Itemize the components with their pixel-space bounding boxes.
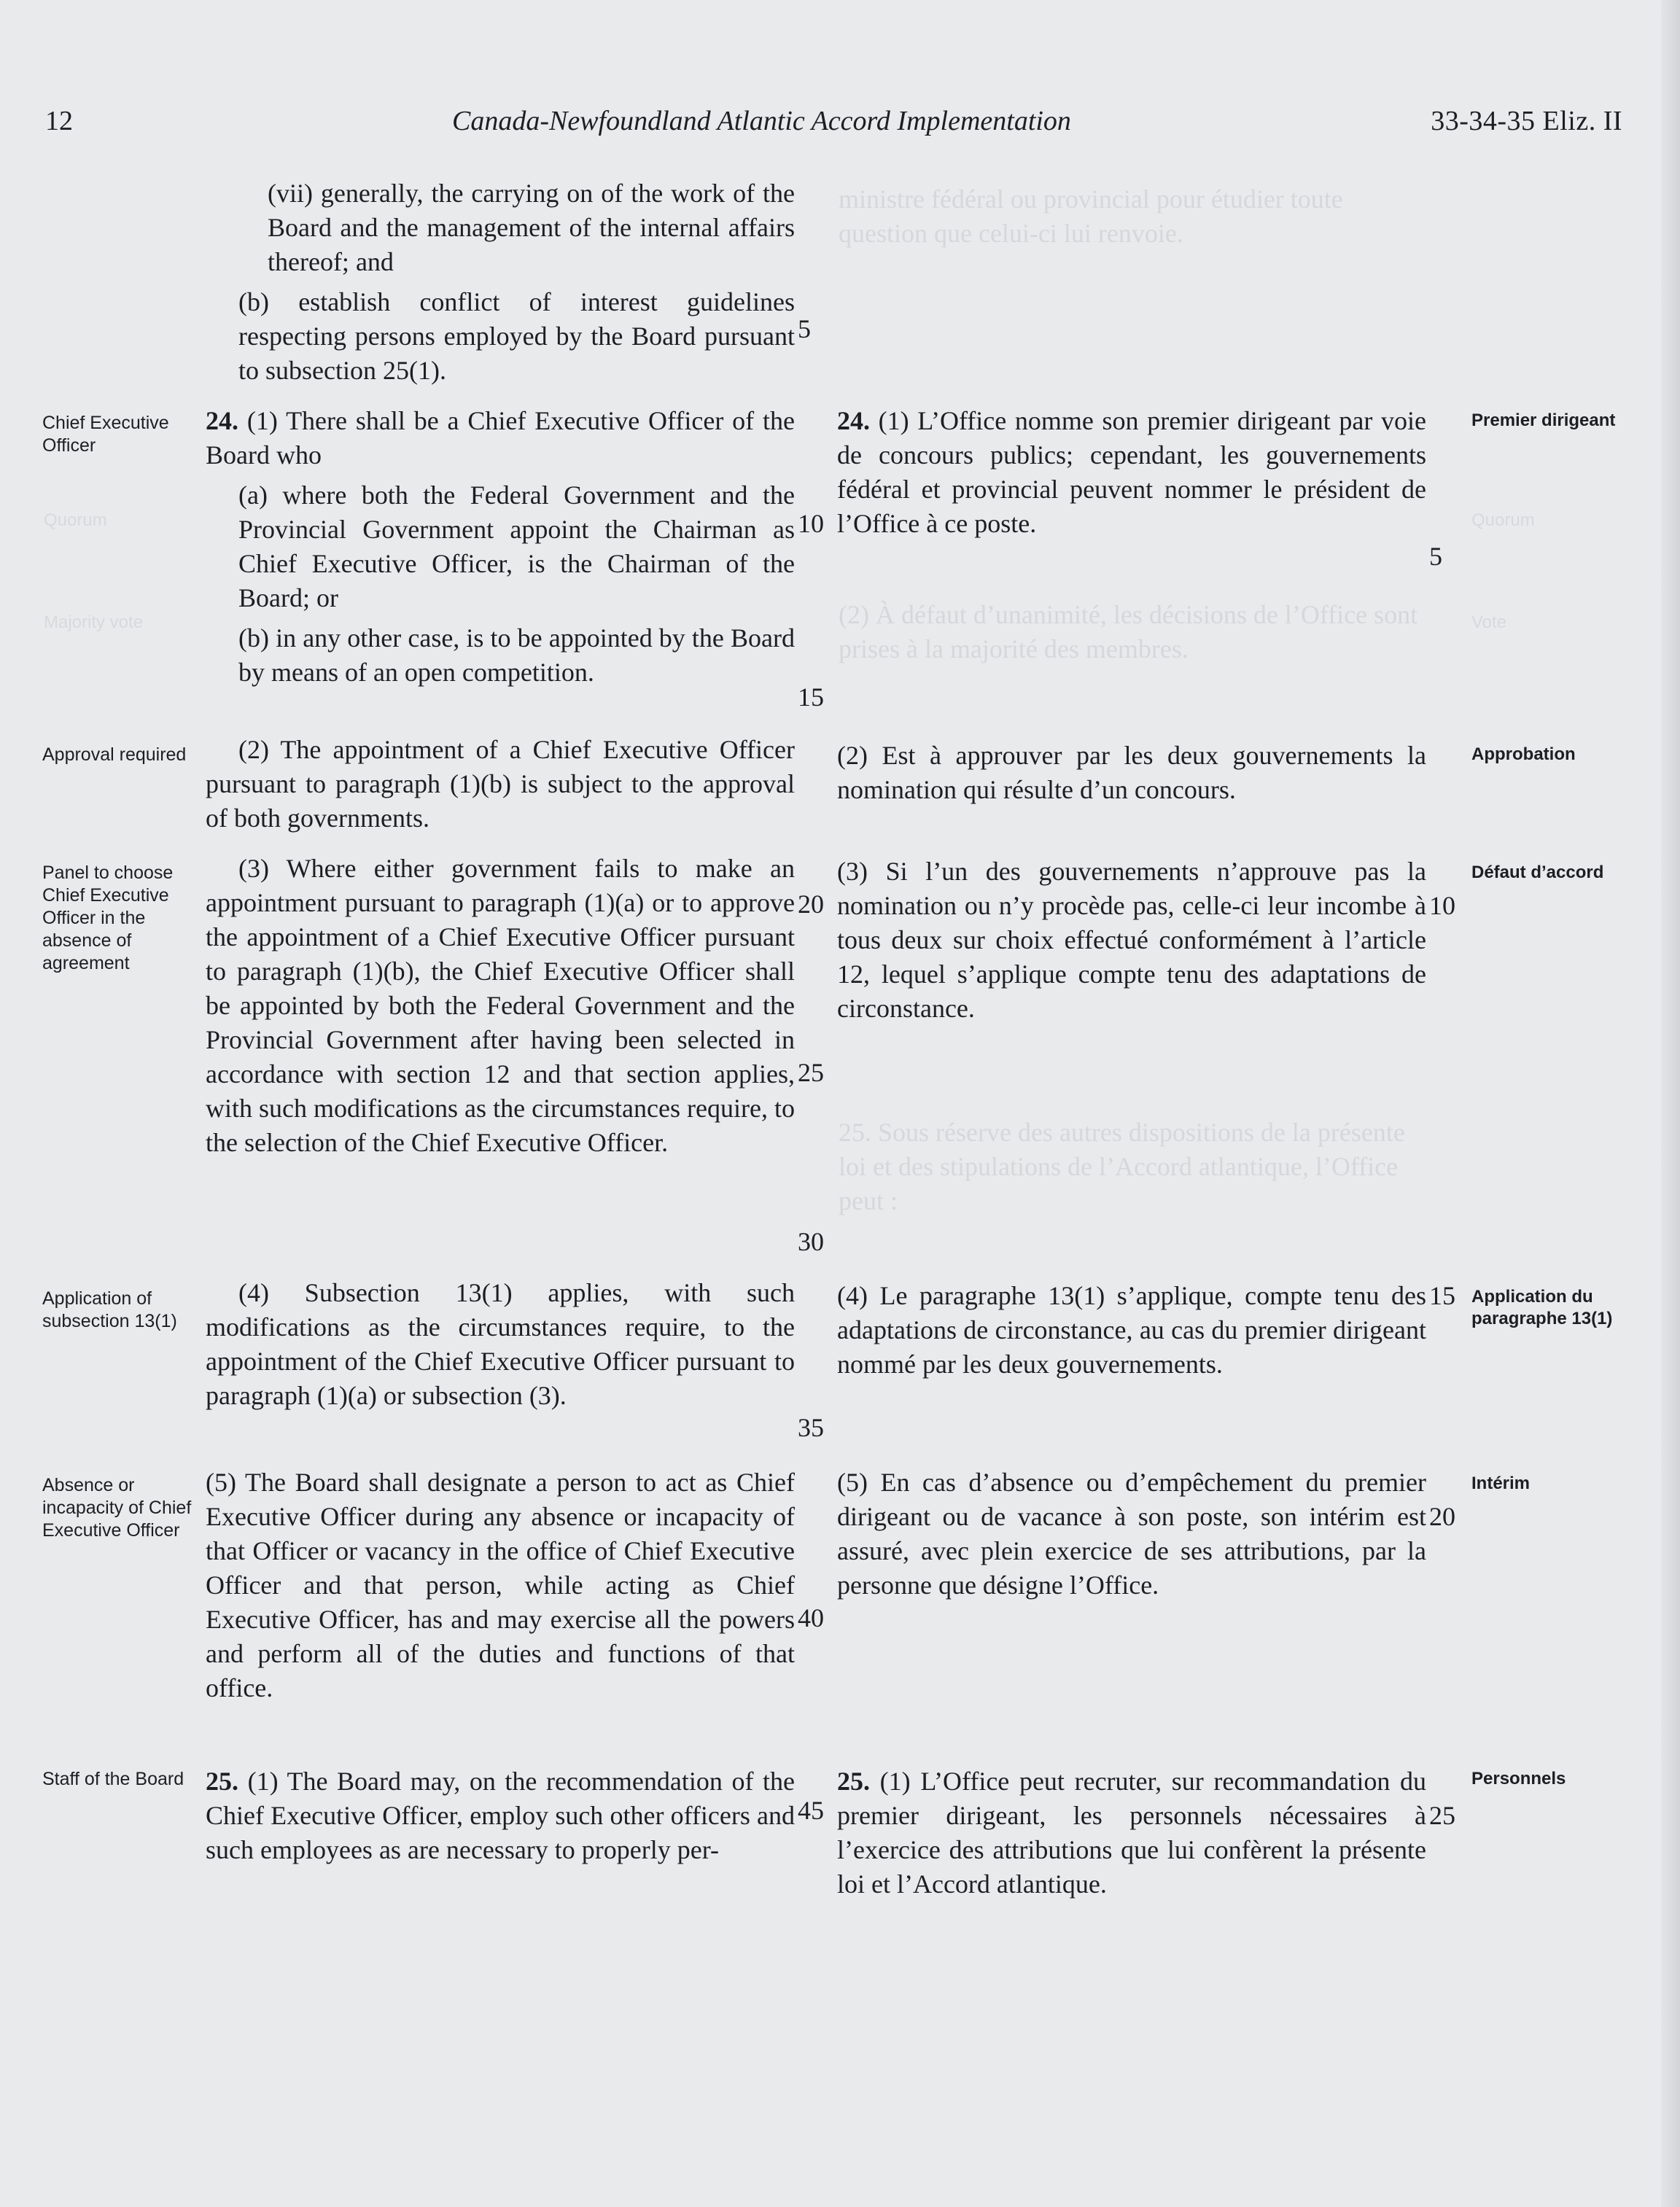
english-section-24-1: [206, 404, 795, 690]
section-number: 25.: [206, 1767, 238, 1796]
section-number: 24.: [837, 406, 870, 435]
english-section-25-1: [206, 1764, 795, 1867]
margin-note-application-fr: Application du paragraphe 13(1): [1471, 1287, 1613, 1328]
french-section-24-3: [837, 855, 1426, 1026]
line-number: 45: [798, 1796, 824, 1825]
english-section-24-2: [206, 733, 795, 836]
clause-vii: (vii) generally, the carrying on of the work of the Board and the management of the internal affairs thereof; and: [268, 179, 795, 276]
margin-note-ceo: Chief Executive Officer: [42, 413, 169, 456]
margin-note-absence: Absence or incapacity of Chief Executive Officer: [42, 1475, 192, 1541]
line-number: 25: [1429, 1801, 1455, 1830]
section-number: 24.: [206, 406, 238, 435]
line-number: 20: [1429, 1502, 1455, 1531]
subsection-24-3-fr: (3) Si l’un des gouvernements n’approuve pas la nomination ou n’y procède pas, celle-ci leur incombe à tous deux sur choix effectué conformément à l’article 12, lequel s’applique compte tenu des adaptations de circonstance.: [837, 857, 1426, 1023]
show-through-text: ministre fédéral ou provincial pour étudier toute question que celui-ci lui renvoie.: [839, 184, 1343, 248]
line-number: 5: [1429, 542, 1442, 571]
french-section-24-5: [837, 1466, 1426, 1603]
section-25-1-text-fr: (1) L’Office peut recruter, sur recommandation du premier dirigeant, les personnels nécessaires à l’exercice des attributions que lui confèrent la présente loi et l’Accord atlantique.: [837, 1767, 1426, 1899]
margin-note-approval: Approval required: [42, 744, 187, 765]
show-through-text: (2) À défaut d’unanimité, les décisions de l’Office sont prises à la majorité des membres.: [839, 600, 1418, 663]
english-column: [206, 176, 795, 388]
show-through-text: 25. Sous réserve des autres dispositions de la présente loi et des stipulations de l’Accord atlantique, l’Office peut :: [839, 1118, 1405, 1215]
margin-note-interim: Intérim: [1471, 1474, 1531, 1493]
french-section-24-4: [837, 1279, 1426, 1382]
show-through-text: Vote: [1471, 612, 1507, 632]
french-section-24-1: [837, 404, 1426, 541]
subsection-24-4-fr: (4) Le paragraphe 13(1) s’applique, compte tenu des adaptations de circonstance, au cas du premier dirigeant nommé par les deux gouvernements.: [837, 1281, 1426, 1379]
regnal-year: 33-34-35 Eliz. II: [1431, 106, 1622, 136]
section-24-1-text: (1) There shall be a Chief Executive Officer of the Board who: [206, 406, 795, 470]
subsection-24-5: (5) The Board shall designate a person to act as Chief Executive Officer during any absence or incapacity of that Officer or vacancy in the office of Chief Executive Officer and that person, while acting as Chief Executive Officer, has and may exercise all the powers and perform all of the duties and functions of that office.: [206, 1468, 795, 1702]
line-number: 40: [798, 1603, 824, 1632]
line-number: 15: [1429, 1281, 1455, 1310]
subsection-24-5-fr: (5) En cas d’absence ou d’empêchement du premier dirigeant ou de vacance à son poste, son intérim est assuré, avec plein exercice de ses attributions, par la personne que désigne l’Office.: [837, 1468, 1426, 1600]
subsection-24-3: (3) Where either government fails to make an appointment pursuant to paragraph (1)(a) or to approve the appointment of a Chief Executive Officer pursuant to paragraph (1)(b), the Chief Executive Officer shall be appointed by both the Federal Government and the Provincial Government after having been selected in accordance with section 12 and that section applies, with such modifications as the circumstances require, to the selection of the Chief Executive Officer.: [206, 854, 795, 1157]
english-section-24-3: [206, 852, 795, 1160]
line-number: 10: [1429, 891, 1455, 920]
page-number: 12: [45, 106, 73, 136]
paragraph-24-1-a: (a) where both the Federal Government and the Provincial Government appoint the Chairman as Chief Executive Officer, is the Chairman of the Board; or: [238, 480, 795, 612]
subsection-24-4: (4) Subsection 13(1) applies, with such modifications as the circumstances require, to the appointment of the Chief Executive Officer pursuant to paragraph (1)(a) or subsection (3).: [206, 1278, 795, 1410]
line-number: 25: [798, 1058, 824, 1087]
margin-note-staff: Staff of the Board: [42, 1769, 184, 1789]
french-section-24-2: [837, 739, 1426, 807]
section-24-1-text-fr: (1) L’Office nomme son premier dirigeant par voie de concours publics; cependant, les gouvernements fédéral et provincial peuvent nommer le président de l’Office à ce poste.: [837, 406, 1426, 538]
line-number: 30: [798, 1227, 824, 1256]
english-section-24-4: [206, 1276, 795, 1413]
show-through-text: Majority vote: [44, 612, 144, 632]
line-number: 35: [798, 1413, 824, 1442]
line-number: 20: [798, 890, 824, 919]
margin-note-defaut: Défaut d’accord: [1471, 863, 1604, 882]
running-title: Canada-Newfoundland Atlantic Accord Implementation: [452, 106, 1071, 136]
line-number: 15: [798, 682, 824, 712]
paragraph-24-1-b: (b) in any other case, is to be appointed by the Board by means of an open competition.: [238, 623, 795, 687]
margin-note-premier: Premier dirigeant: [1471, 410, 1616, 430]
french-section-25-1: [837, 1764, 1426, 1902]
margin-note-panel: Panel to choose Chief Executive Officer in the absence of agreement: [42, 863, 174, 973]
line-number: 5: [798, 314, 811, 343]
margin-note-personnels: Personnels: [1471, 1769, 1566, 1788]
section-25-1-text: (1) The Board may, on the recommendation of the Chief Executive Officer, employ such other officers and such employees as are necessary to properly per-: [206, 1767, 796, 1864]
english-section-24-5: [206, 1466, 795, 1705]
margin-note-application: Application of subsection 13(1): [42, 1288, 177, 1331]
page-edge: [1661, 0, 1680, 2207]
subsection-24-2-fr: (2) Est à approuver par les deux gouvernements la nomination qui résulte d’un concours.: [837, 741, 1426, 804]
show-through-text: Quorum: [44, 510, 107, 530]
line-number: 10: [798, 509, 824, 538]
subsection-24-2: (2) The appointment of a Chief Executive Officer pursuant to paragraph (1)(b) is subject to the approval of both governments.: [206, 735, 795, 833]
margin-note-approbation: Approbation: [1471, 744, 1576, 764]
section-number: 25.: [837, 1767, 870, 1796]
show-through-text: Quorum: [1471, 510, 1535, 530]
paragraph-b-guidelines: (b) establish conflict of interest guidelines respecting persons employed by the Board pursuant to subsection 25(1).: [238, 287, 795, 385]
